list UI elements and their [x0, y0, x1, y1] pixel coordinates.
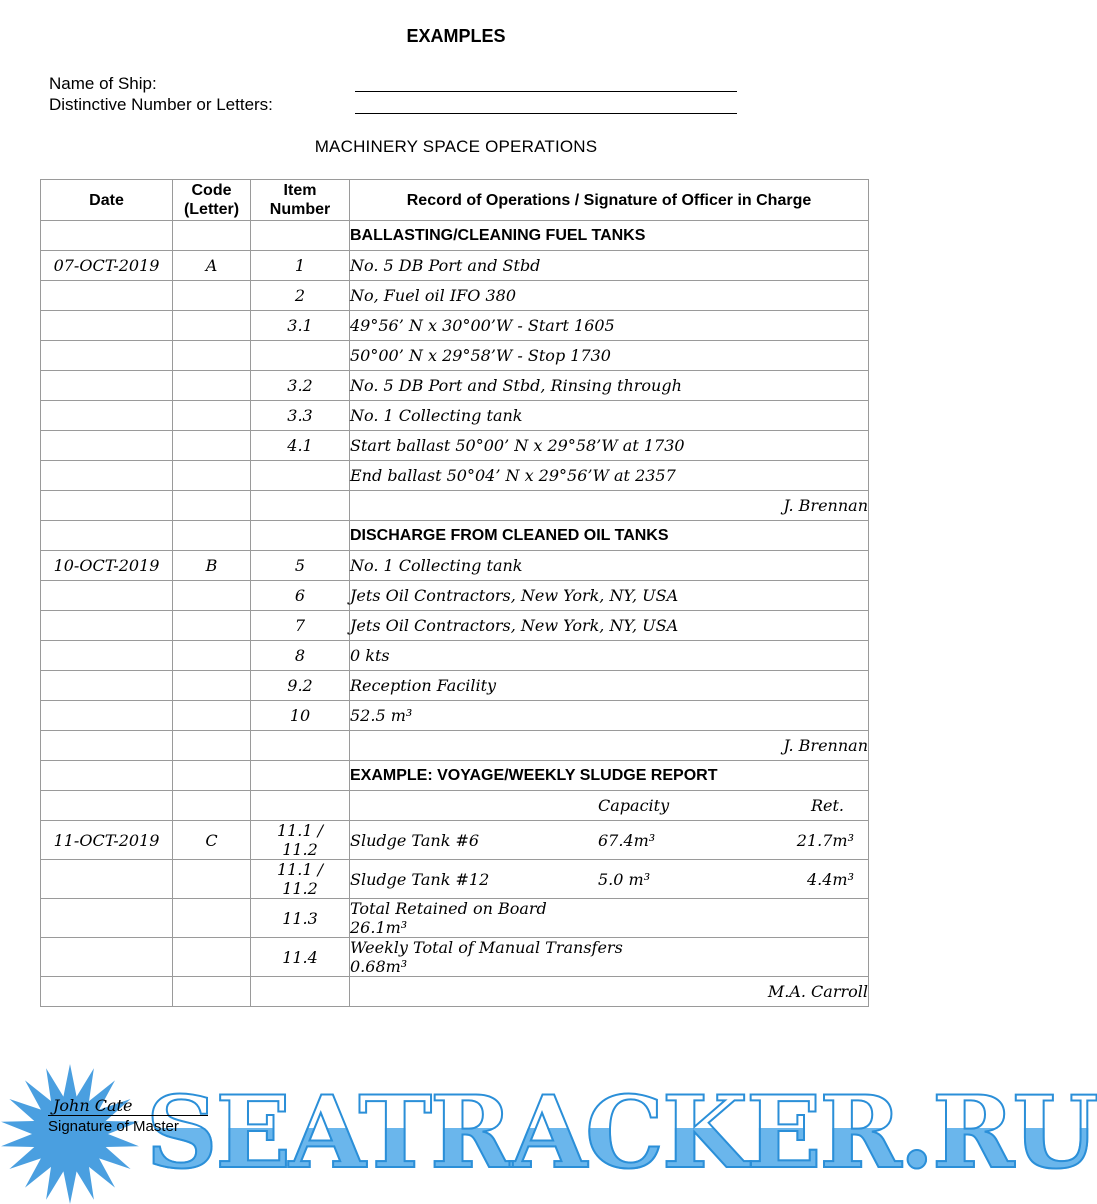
entry-item: 6	[251, 581, 350, 611]
entry-code: C	[173, 821, 251, 860]
entry-record: Start ballast 50°00’ N x 29°58’W at 1730	[350, 431, 869, 461]
entry-record	[350, 860, 869, 899]
table-row	[41, 641, 869, 671]
entry-code: B	[173, 551, 251, 581]
table-row	[41, 431, 869, 461]
table-row	[41, 341, 869, 371]
entry-record	[350, 821, 869, 860]
entry-item: 11.1 / 11.2	[251, 860, 350, 899]
entry-record: No. 5 DB Port and Stbd, Rinsing through	[350, 371, 869, 401]
entry-record: End ballast 50°04’ N x 29°56’W at 2357	[350, 461, 869, 491]
table-row	[41, 551, 869, 581]
entry-record: No. 1 Collecting tank	[350, 401, 869, 431]
header-item	[251, 180, 350, 221]
entry-code: A	[173, 251, 251, 281]
table-row	[41, 821, 869, 860]
entry-record: 0 kts	[350, 641, 869, 671]
entry-item: 5	[251, 551, 350, 581]
entry-item: 3.2	[251, 371, 350, 401]
page-title: EXAMPLES	[406, 26, 506, 46]
entry-item: 11.1 / 11.2	[251, 821, 350, 860]
table-row	[41, 761, 869, 791]
entry-item: 1	[251, 251, 350, 281]
header-item-line1: Item	[283, 182, 317, 199]
entry-item: 4.1	[251, 431, 350, 461]
tank-retained: 4.4m³	[806, 869, 854, 889]
tank-capacity: 67.4m³	[598, 830, 656, 850]
entry-record: Reception Facility	[350, 671, 869, 701]
header-date: Date	[41, 180, 173, 221]
table-row	[41, 221, 869, 251]
table-row	[41, 731, 869, 761]
ship-name-label: Name of Ship:	[49, 74, 157, 93]
master-signature-label: Signature of Master	[48, 1118, 179, 1135]
entry-item	[251, 461, 350, 491]
ret-label: Ret.	[810, 796, 844, 815]
entry-item: 9.2	[251, 671, 350, 701]
entry-record: No, Fuel oil IFO 380	[350, 281, 869, 311]
entry-item: 2	[251, 281, 350, 311]
table-row	[41, 899, 869, 938]
ship-info-labels	[49, 73, 273, 115]
entry-record: 52.5 m³	[350, 701, 869, 731]
distinctive-field[interactable]	[355, 95, 737, 114]
distinctive-label: Distinctive Number or Letters:	[49, 95, 273, 114]
table-row	[41, 671, 869, 701]
table-row	[41, 791, 869, 821]
entry-date: 10-OCT-2019	[41, 551, 173, 581]
entry-record: No. 5 DB Port and Stbd	[350, 251, 869, 281]
section-heading-sludge: EXAMPLE: VOYAGE/WEEKLY SLUDGE REPORT	[350, 761, 869, 791]
table-row	[41, 938, 869, 977]
entry-date: 11-OCT-2019	[41, 821, 173, 860]
officer-signature: M.A. Carroll	[350, 977, 869, 1007]
header-item-line2: Number	[269, 201, 331, 218]
tank-name: Sludge Tank #6	[350, 830, 480, 850]
entry-record: Jets Oil Contractors, New York, NY, USA	[350, 581, 869, 611]
entry-record: Jets Oil Contractors, New York, NY, USA	[350, 611, 869, 641]
table-row	[41, 611, 869, 641]
entry-item: 7	[251, 611, 350, 641]
entry-record: No. 1 Collecting tank	[350, 551, 869, 581]
table-row	[41, 521, 869, 551]
section-heading-ballasting: BALLASTING/CLEANING FUEL TANKS	[350, 221, 869, 251]
entry-item: 8	[251, 641, 350, 671]
entry-record: 50°00’ N x 29°58’W - Stop 1730	[350, 341, 869, 371]
ship-info-fields	[355, 73, 737, 117]
master-signature: John Cate	[53, 1096, 133, 1115]
table-row	[41, 581, 869, 611]
table-row	[41, 311, 869, 341]
capacity-label: Capacity	[598, 796, 670, 815]
entry-record: Weekly Total of Manual Transfers 0.68m³	[350, 938, 869, 977]
table-row	[41, 491, 869, 521]
watermark-text: SEATRACKER.RU	[146, 1075, 1097, 1191]
entry-date: 07-OCT-2019	[41, 251, 173, 281]
section-title: MACHINERY SPACE OPERATIONS	[314, 137, 598, 156]
entry-item: 3.3	[251, 401, 350, 431]
table-row	[41, 860, 869, 899]
master-signature-block	[48, 1096, 208, 1135]
table-row	[41, 701, 869, 731]
header-code-line2: (Letter)	[183, 201, 240, 218]
entry-item	[251, 341, 350, 371]
table-row	[41, 281, 869, 311]
tank-retained: 21.7m³	[796, 830, 854, 850]
entry-record: Total Retained on Board 26.1m³	[350, 899, 869, 938]
header-code-line1: Code	[191, 182, 232, 199]
entry-item: 3.1	[251, 311, 350, 341]
table-row	[41, 401, 869, 431]
tank-name: Sludge Tank #12	[350, 869, 490, 889]
table-row	[41, 371, 869, 401]
officer-signature: J. Brennan	[350, 731, 869, 761]
header-code	[173, 180, 251, 221]
tank-capacity: 5.0 m³	[598, 869, 651, 889]
table-row	[41, 461, 869, 491]
entry-record: 49°56’ N x 30°00’W - Start 1605	[350, 311, 869, 341]
record-table	[40, 179, 869, 1007]
signature-line	[48, 1115, 208, 1116]
table-row	[41, 977, 869, 1007]
entry-item: 11.3	[251, 899, 350, 938]
entry-item: 10	[251, 701, 350, 731]
section-heading-discharge: DISCHARGE FROM CLEANED OIL TANKS	[350, 521, 869, 551]
entry-item: 11.4	[251, 938, 350, 977]
officer-signature: J. Brennan	[350, 491, 869, 521]
table-row	[41, 251, 869, 281]
header-record: Record of Operations / Signature of Officer in Charge	[350, 180, 869, 221]
ship-name-field[interactable]	[355, 73, 737, 92]
table-header-row	[41, 180, 869, 221]
